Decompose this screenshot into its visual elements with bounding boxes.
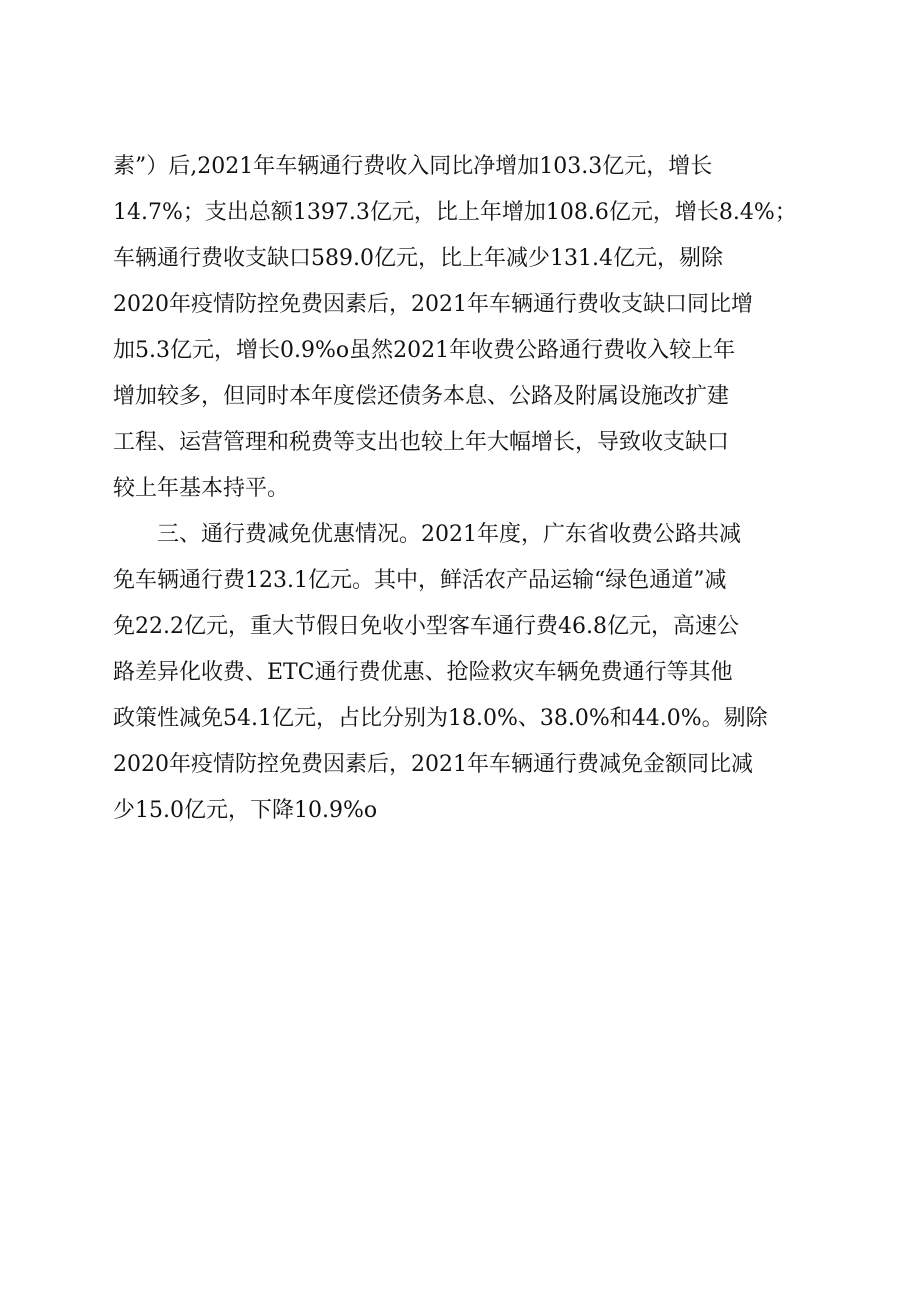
text-line: 较上年基本持平。 xyxy=(113,476,290,501)
text-line: 14.7%；支出总额1397.3亿元，比上年增加108.6亿元，增长8.4%； xyxy=(113,200,797,225)
text-line: 路差异化收费、ETC通行费优惠、抢险救灾车辆免费通行等其他 xyxy=(113,660,733,685)
text-line: 素”）后,2021年车辆通行费收入同比净增加103.3亿元，增长 xyxy=(113,154,713,179)
text-line: 工程、运营管理和税费等支出也较上年大幅增长，导致收支缺口 xyxy=(113,430,730,455)
text-line: 2020年疫情防控免费因素后，2021年车辆通行费收支缺口同比增 xyxy=(113,292,753,317)
paragraph-revenue-expenditure xyxy=(113,144,813,512)
text-line: 车辆通行费收支缺口589.0亿元，比上年减少131.4亿元，剔除 xyxy=(113,246,723,271)
text-line: 三、通行费减免优惠情况。2021年度，广东省收费公路共减 xyxy=(157,522,741,547)
body-text xyxy=(113,144,813,834)
text-line: 政策性减免54.1亿元，占比分别为18.0%、38.0%和44.0%。剔除 xyxy=(113,706,768,731)
text-line: 免车辆通行费123.1亿元。其中，鲜活农产品运输“绿色通道”减 xyxy=(113,568,727,593)
text-line: 增加较多，但同时本年度偿还债务本息、公路及附属设施改扩建 xyxy=(113,384,730,409)
paragraph-toll-reduction xyxy=(113,512,813,834)
text-line: 2020年疫情防控免费因素后，2021年车辆通行费减免金额同比减 xyxy=(113,752,753,777)
text-line: 少15.0亿元，下降10.9%o xyxy=(113,798,378,823)
text-line: 加5.3亿元，增长0.9%o虽然2021年收费公路通行费收入较上年 xyxy=(113,338,736,363)
text-line: 免22.2亿元，重大节假日免收小型客车通行费46.8亿元，高速公 xyxy=(113,614,739,639)
